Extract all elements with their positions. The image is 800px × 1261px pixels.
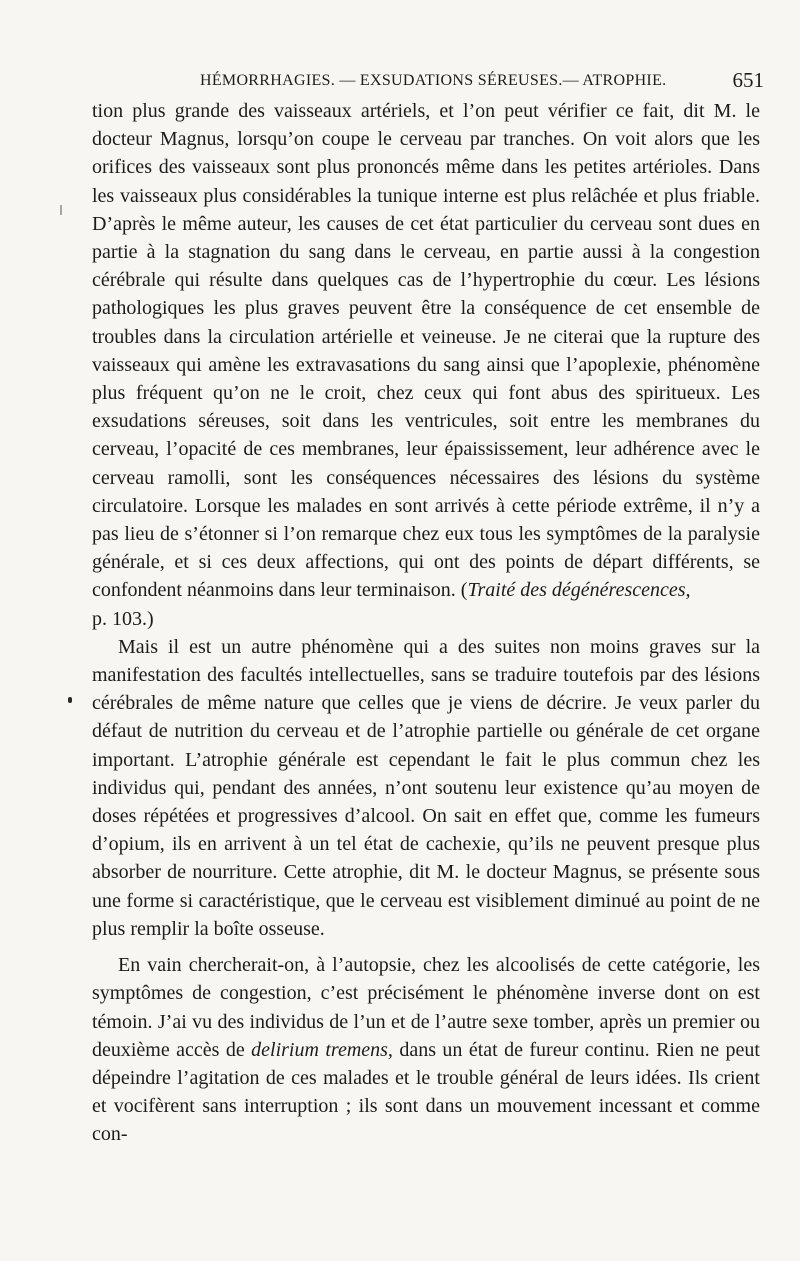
body-text [92, 97, 760, 1149]
paragraph-1-text: tion plus grande des vaisseaux artériels, et l’on peut vérifier ce fait, dit M. le docteur Magnus, lorsqu’on coupe le cerveau par tranches. On voit alors que les orifices des vaisseaux sont plus prononcés même dans les petites artérioles. Dans les vaisseaux plus considérables la tunique interne est plus relâchée et plus friable. D’après le même auteur, les causes de cet état particulier du cerveau sont dues en partie à la stagnation du sang dans le cerveau, en partie aussi à la congestion cérébrale qui résulte dans quelques cas de l’hypertrophie du cœur. Les lésions pathologiques les plus graves peuvent être la conséquence de cet ensemble de troubles dans la circulation artérielle et veineuse. Je ne citerai que la rupture des vaisseaux qui amène les extravasations du sang ainsi que l’apoplexie, phénomène plus fréquent qu’on ne le croit, chez ceux qui font abus des spiritueux. Les exsudations séreuses, soit dans les ventricules, soit entre les membranes du cerveau, l’opacité de ces membranes, leur épaississement, leur adhérence avec le cerveau ramolli, sont les conséquences nécessaires des lésions du système circulatoire. Lorsque les malades en sont arrivés à cette période extrême, il n’y a pas lieu de s’étonner si l’on remarque chez eux tous les symptômes de la paralysie générale, et si ces deux affections, qui ont des points de départ différents, se confondent néanmoins dans leur terminaison. ( [92, 100, 760, 602]
citation-title: Traité des dégénérescences, [467, 579, 691, 602]
paragraph-3-italic-term: delirium tremens, [251, 1038, 393, 1061]
paragraph-3-text-end: dans un état de fureur continu. Rien ne peut dépeindre l’agitation de ces malades et le trouble général de leurs idées. Ils crient et vocifèrent sans interruption ; ils sont dans un mouvement incessant et comme con- [92, 1038, 760, 1146]
paragraph-1 [92, 97, 760, 633]
citation-page: p. 103.) [92, 607, 154, 630]
margin-speck [60, 205, 62, 215]
running-title: HÉMORRHAGIES. — EXSUDATIONS SÉREUSES.— ATROPHIE. [200, 72, 667, 89]
paragraph-3-text-start: En vain chercherait-on, à l’autopsie, chez les alcoolisés de cette catégorie, les symptômes de congestion, c’est précisément le phénomène inverse dont on est témoin. J’ai vu des individus de l’un et de l’autre sexe tomber, après un premier ou deuxième accès de [92, 954, 760, 1061]
margin-speck [68, 697, 72, 703]
paragraph-3 [92, 951, 760, 1148]
page-number: 651 [732, 68, 764, 92]
running-head [92, 64, 764, 98]
paragraph-2: Mais il est un autre phénomène qui a des suites non moins graves sur la manifestation des facultés intellectuelles, sans se traduire toutefois par des lésions cérébrales de même nature que celles que je viens de décrire. Je veux parler du défaut de nutrition du cerveau et de l’atrophie partielle ou générale de cet organe important. L’atrophie générale est cependant le fait le plus commun chez les individus qui, pendant des années, n’ont soutenu leur existence qu’au moyen de doses répétées et progressives d’alcool. On sait en effet que, comme les fumeurs d’opium, ils en arrivent à un tel état de cachexie, qu’ils ne peuvent presque plus absorber de nourriture. Cette atrophie, dit M. le docteur Magnus, se présente sous une forme si caractéristique, que le cerveau est visiblement diminué au point de ne plus remplir la boîte osseuse. [92, 635, 760, 940]
